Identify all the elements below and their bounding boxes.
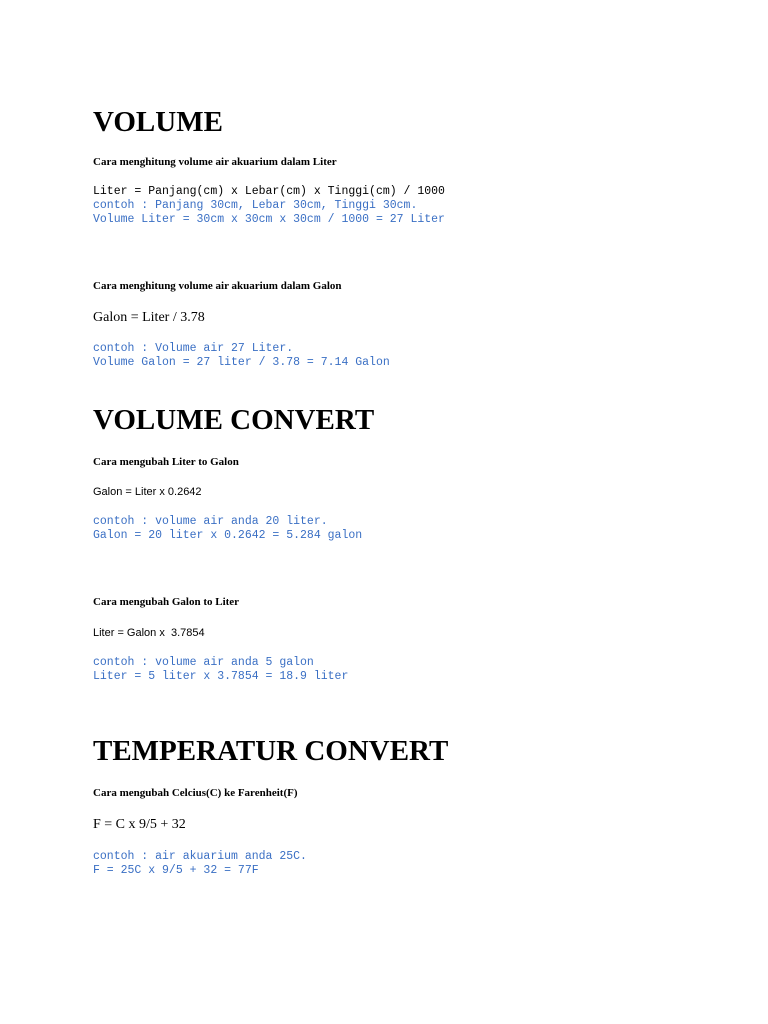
example-galon-to-liter-line2: Liter = 5 liter x 3.7854 = 18.9 liter xyxy=(93,670,349,683)
example-liter-line2: Volume Liter = 30cm x 30cm x 30cm / 1000 = 27 Liter xyxy=(93,213,445,226)
example-galon-to-liter-line1: contoh : volume air anda 5 galon xyxy=(93,656,314,669)
formula-galon-to-liter: Liter = Galon x 3.7854 xyxy=(93,627,205,639)
heading-volume-convert: VOLUME CONVERT xyxy=(93,404,375,436)
formula-liter-to-galon: Galon = Liter x 0.2642 xyxy=(93,486,202,498)
example-celcius-line2: F = 25C x 9/5 + 32 = 77F xyxy=(93,864,259,877)
subheading-galon-to-liter: Cara mengubah Galon to Liter xyxy=(93,596,240,608)
subheading-volume-liter: Cara menghitung volume air akuarium dalam Liter xyxy=(93,156,337,168)
example-galon-line1: contoh : Volume air 27 Liter. xyxy=(93,342,294,355)
heading-temperatur-convert: TEMPERATUR CONVERT xyxy=(93,735,449,767)
formula-galon: Galon = Liter / 3.78 xyxy=(93,310,205,325)
example-liter-to-galon-line2: Galon = 20 liter x 0.2642 = 5.284 galon xyxy=(93,529,363,542)
example-liter-line1: contoh : Panjang 30cm, Lebar 30cm, Tinggi 30cm. xyxy=(93,199,418,212)
example-celcius-line1: contoh : air akuarium anda 25C. xyxy=(93,850,307,863)
example-liter-to-galon-line1: contoh : volume air anda 20 liter. xyxy=(93,515,328,528)
subheading-volume-galon: Cara menghitung volume air akuarium dalam Galon xyxy=(93,280,342,292)
formula-celcius-to-farenheit: F = C x 9/5 + 32 xyxy=(93,817,186,832)
subheading-liter-to-galon: Cara mengubah Liter to Galon xyxy=(93,456,239,468)
subheading-celcius-to-farenheit: Cara mengubah Celcius(C) ke Farenheit(F) xyxy=(93,787,298,799)
formula-liter: Liter = Panjang(cm) x Lebar(cm) x Tinggi(cm) / 1000 xyxy=(93,185,445,198)
heading-volume: VOLUME xyxy=(93,106,223,138)
example-galon-line2: Volume Galon = 27 liter / 3.78 = 7.14 Galon xyxy=(93,356,390,369)
